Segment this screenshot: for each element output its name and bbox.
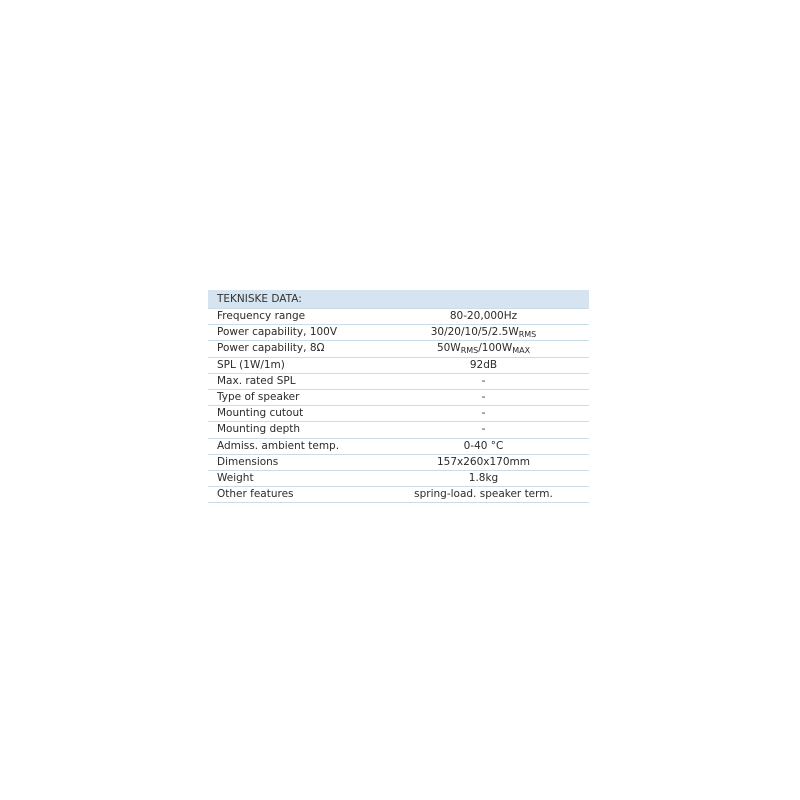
spec-label: Weight: [208, 470, 378, 486]
table-row: [208, 389, 589, 405]
tech-spec-table: [208, 290, 589, 503]
table-row: [208, 454, 589, 470]
table-row: [208, 325, 589, 341]
spec-label: Power capability, 8Ω: [208, 341, 378, 357]
spec-value: spring-load. speaker term.: [378, 487, 589, 503]
spec-value: 80-20,000Hz: [378, 309, 589, 325]
spec-value-part-a: 50W: [436, 342, 461, 355]
spec-label: Mounting depth: [208, 422, 378, 438]
spec-value-subscript: RMS: [518, 330, 537, 340]
table-header-row: [208, 290, 589, 309]
spec-label: Type of speaker: [208, 389, 378, 405]
spec-value: [378, 341, 589, 357]
table-header: TEKNISKE DATA:: [208, 290, 589, 309]
table-row: [208, 373, 589, 389]
spec-label: Admiss. ambient temp.: [208, 438, 378, 454]
spec-value-part-b: /100W: [478, 342, 513, 355]
spec-value: 1.8kg: [378, 470, 589, 486]
table-row: [208, 357, 589, 373]
spec-label: Frequency range: [208, 309, 378, 325]
table-row: [208, 470, 589, 486]
spec-value: -: [378, 373, 589, 389]
table-row: [208, 438, 589, 454]
spec-value: [378, 325, 589, 341]
spec-value: -: [378, 422, 589, 438]
spec-label: Mounting cutout: [208, 406, 378, 422]
spec-value-part-b-subscript: MAX: [512, 346, 531, 356]
spec-label: Max. rated SPL: [208, 373, 378, 389]
spec-value: 92dB: [378, 357, 589, 373]
spec-value: 0-40 °C: [378, 438, 589, 454]
table-row: [208, 341, 589, 357]
spec-value-main: 30/20/10/5/2.5W: [430, 326, 519, 339]
spec-value: -: [378, 389, 589, 405]
table-row: [208, 309, 589, 325]
spec-label: Other features: [208, 487, 378, 503]
spec-label: SPL (1W/1m): [208, 357, 378, 373]
spec-label: Dimensions: [208, 454, 378, 470]
table-row: [208, 406, 589, 422]
spec-value: 157x260x170mm: [378, 454, 589, 470]
spec-value-part-a-subscript: RMS: [460, 346, 479, 356]
spec-label: Power capability, 100V: [208, 325, 378, 341]
table-row: [208, 422, 589, 438]
table-row: [208, 487, 589, 503]
spec-value: -: [378, 406, 589, 422]
